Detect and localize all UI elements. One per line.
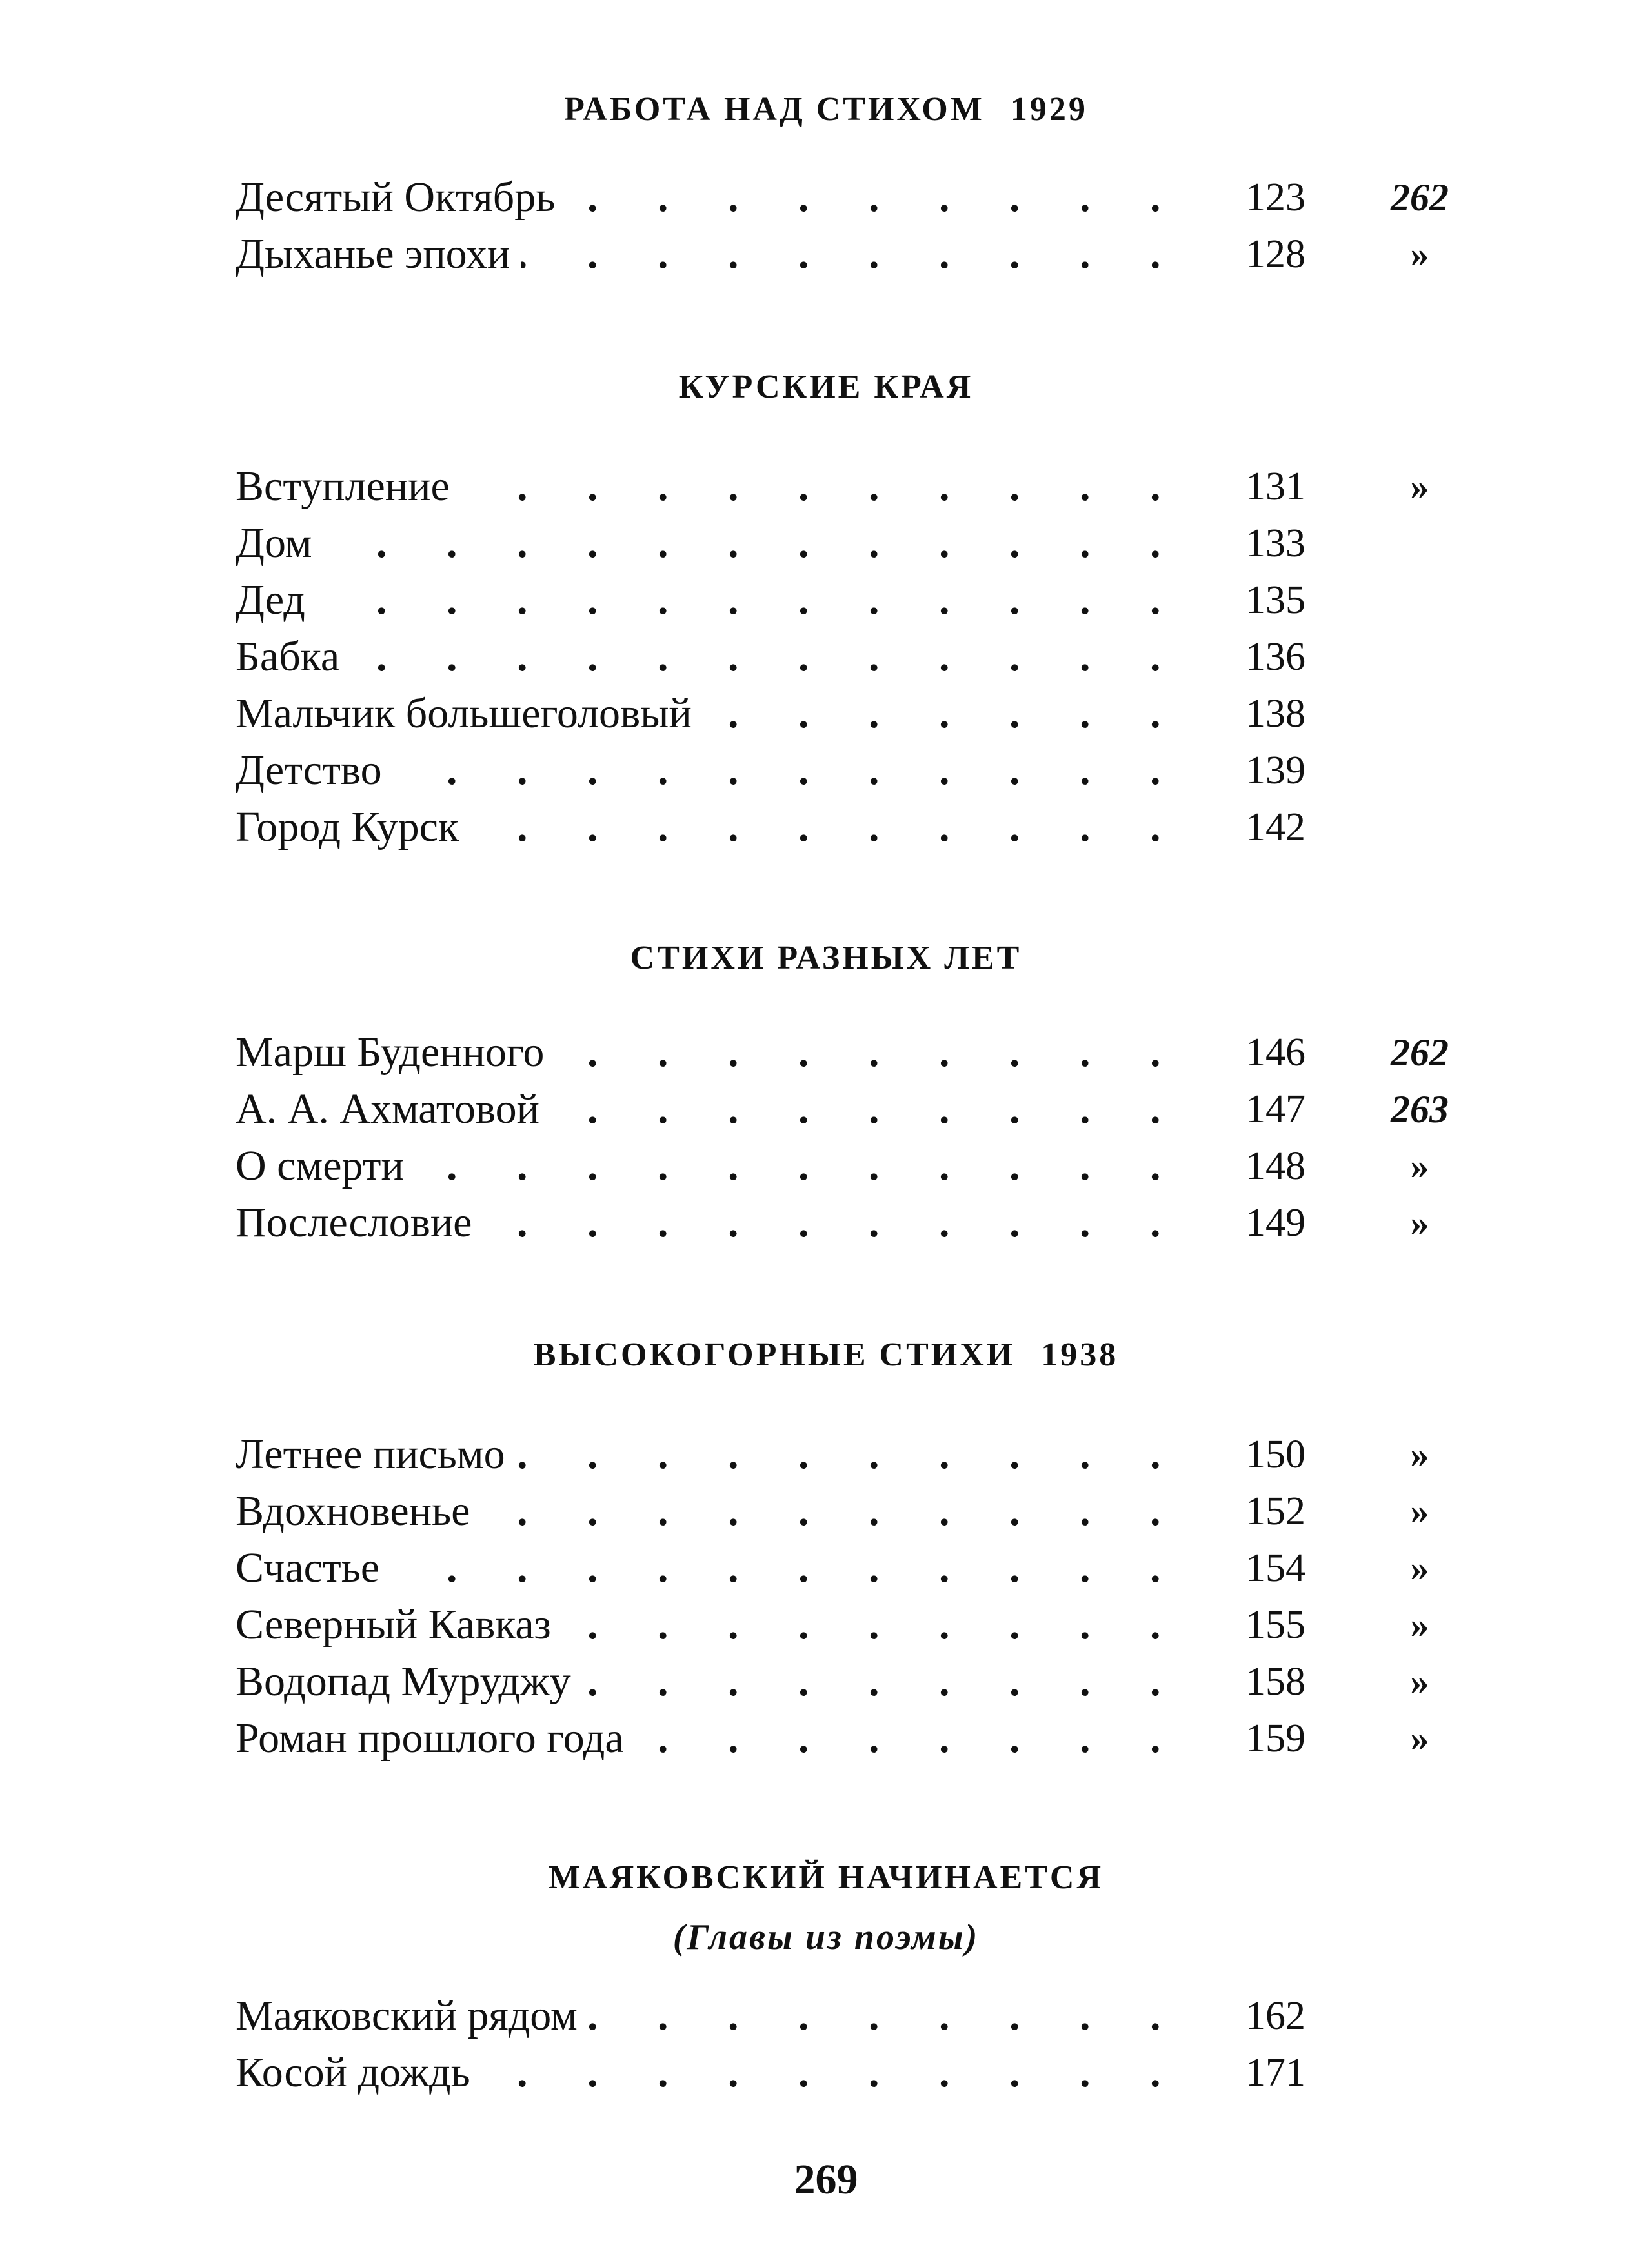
- entry-title: Маяковский рядом . . .: [236, 1988, 1197, 2044]
- section-heading: [0, 368, 1652, 407]
- entry-title: Десятый Октябрь . . .: [236, 169, 1197, 226]
- entry-note-ref: »: [1410, 1604, 1429, 1646]
- toc-section: [0, 1859, 1652, 2101]
- entry-note-ref: »: [1410, 1717, 1429, 1759]
- entry-page: 142: [1245, 805, 1305, 849]
- entry-note-ref: »: [1410, 1547, 1429, 1589]
- section-heading-text: СТИХИ РАЗНЫХ ЛЕТ: [630, 940, 1022, 976]
- entry-page: 139: [1245, 749, 1305, 792]
- entry-page: 171: [1245, 2051, 1305, 2095]
- section-heading-text: КУРСКИЕ КРАЯ: [678, 368, 974, 405]
- toc-entry: [0, 1138, 1652, 1194]
- toc-entries: [0, 169, 1652, 283]
- toc-entry: [0, 1540, 1652, 1597]
- toc-entry: [0, 1988, 1652, 2044]
- section-year: 1929: [1010, 91, 1088, 128]
- section-heading: [0, 939, 1652, 978]
- entry-title: Летнее письмо . . .: [236, 1426, 1197, 1483]
- entry-title: О смерти . . .: [236, 1138, 1197, 1194]
- entry-title: Город Курск . . .: [236, 799, 1197, 856]
- section-year: 1938: [1041, 1336, 1119, 1373]
- toc-entry: [0, 1024, 1652, 1081]
- page-number: 269: [794, 2156, 858, 2203]
- toc-entries: [0, 1024, 1652, 1251]
- entry-page: 150: [1245, 1433, 1305, 1476]
- entry-title: Мальчик большеголовый . . .: [236, 685, 1197, 742]
- toc-entry: [0, 1653, 1652, 1710]
- entry-title: Счастье . . .: [236, 1540, 1197, 1597]
- entry-title: Детство . . .: [236, 742, 1197, 799]
- entry-title: А. А. Ахматовой . . .: [236, 1081, 1197, 1138]
- toc-entry: [0, 572, 1652, 629]
- toc-entry: [0, 226, 1652, 283]
- toc-entry: [0, 1081, 1652, 1138]
- toc-entry: [0, 685, 1652, 742]
- entry-note-ref: »: [1410, 1433, 1429, 1475]
- section-heading: [0, 1859, 1652, 1897]
- entry-title: Послесловие . . .: [236, 1194, 1197, 1251]
- entry-page: 131: [1245, 465, 1305, 509]
- entry-page: 159: [1245, 1717, 1305, 1760]
- section-heading-text: ВЫСОКОГОРНЫЕ СТИХИ: [533, 1336, 1016, 1373]
- entry-page: 123: [1245, 176, 1305, 219]
- entry-page: 135: [1245, 578, 1305, 622]
- toc-section: [0, 1336, 1652, 1767]
- entry-page: 128: [1245, 232, 1305, 276]
- entry-title: Роман прошлого года . . .: [236, 1710, 1197, 1767]
- entry-title: Вдохновенье . . .: [236, 1483, 1197, 1540]
- toc-entries: [0, 1988, 1652, 2101]
- toc-entry: [0, 1194, 1652, 1251]
- section-heading: [0, 1336, 1652, 1375]
- entry-page: 162: [1245, 1994, 1305, 2038]
- section-subheading: (Главы из поэмы): [672, 1917, 980, 1957]
- toc-section: [0, 939, 1652, 1251]
- entry-note-ref: »: [1410, 1202, 1429, 1244]
- entry-page: 152: [1245, 1489, 1305, 1533]
- entry-note-ref: »: [1410, 1490, 1429, 1532]
- section-heading-text: МАЯКОВСКИЙ НАЧИНАЕТСЯ: [548, 1859, 1104, 1896]
- section-heading-text: РАБОТА НАД СТИХОМ: [564, 91, 985, 128]
- entry-note-ref: 262: [1391, 1031, 1449, 1074]
- entry-title: Марш Буденного . . .: [236, 1024, 1197, 1081]
- entry-page: 158: [1245, 1660, 1305, 1704]
- entry-title: Северный Кавказ . . .: [236, 1597, 1197, 1653]
- toc-entry: [0, 1597, 1652, 1653]
- entry-note-ref: »: [1410, 233, 1429, 275]
- toc-entry: [0, 458, 1652, 515]
- toc-section: [0, 90, 1652, 283]
- entry-note-ref: 262: [1391, 176, 1449, 219]
- entry-title: Бабка . . .: [236, 629, 1197, 685]
- entry-page: 138: [1245, 692, 1305, 736]
- entry-page: 133: [1245, 521, 1305, 565]
- entry-title: Вступление . . .: [236, 458, 1197, 515]
- entry-page: 149: [1245, 1201, 1305, 1245]
- toc-entry: [0, 629, 1652, 685]
- toc-entry: [0, 1483, 1652, 1540]
- entry-page: 154: [1245, 1546, 1305, 1590]
- toc-entries: [0, 458, 1652, 856]
- entry-page: 136: [1245, 635, 1305, 679]
- entry-page: 147: [1245, 1087, 1305, 1131]
- toc-entry: [0, 2044, 1652, 2101]
- entry-title: Дыханье эпохи . . .: [236, 226, 1197, 283]
- toc-entry: [0, 1426, 1652, 1483]
- toc-entry: [0, 169, 1652, 226]
- entry-title: Дом . . .: [236, 515, 1197, 572]
- entry-title: Водопад Муруджу . . .: [236, 1653, 1197, 1710]
- toc-entry: [0, 799, 1652, 856]
- entry-title: Косой дождь . . .: [236, 2044, 1197, 2101]
- toc-entry: [0, 742, 1652, 799]
- toc-entry: [0, 515, 1652, 572]
- entry-page: 148: [1245, 1144, 1305, 1188]
- entry-page: 155: [1245, 1603, 1305, 1647]
- toc-entries: [0, 1426, 1652, 1767]
- toc-entry: [0, 1710, 1652, 1767]
- entry-note-ref: »: [1410, 1660, 1429, 1702]
- toc-section: [0, 368, 1652, 856]
- entry-page: 146: [1245, 1031, 1305, 1074]
- entry-note-ref: 263: [1391, 1088, 1449, 1131]
- entry-title: Дед . . .: [236, 572, 1197, 629]
- entry-note-ref: »: [1410, 465, 1429, 507]
- entry-note-ref: »: [1410, 1145, 1429, 1187]
- section-heading: [0, 90, 1652, 129]
